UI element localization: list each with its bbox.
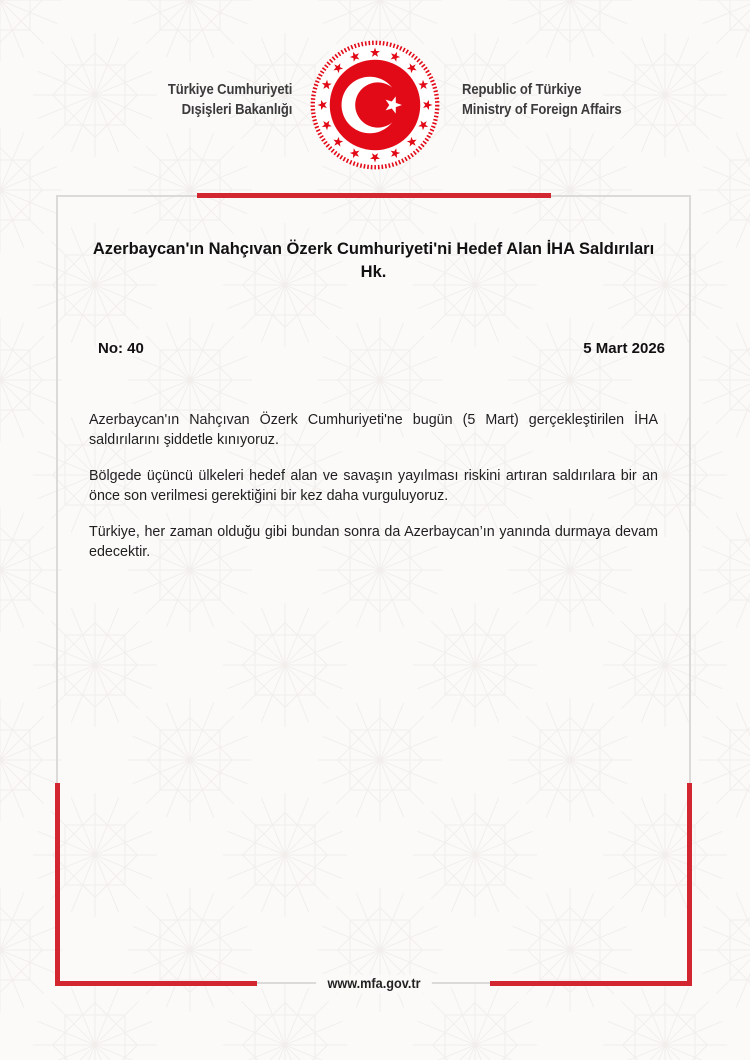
paragraph-1: Azerbaycan'ın Nahçıvan Özerk Cumhuriyeti'ne bugün (5 Mart) gerçekleştirilen İHA saldırılarını şiddetle kınıyoruz. (89, 412, 658, 448)
paragraph-3: Türkiye, her zaman olduğu gibi bundan sonra da Azerbaycan’ın yanında durmaya devam edecektir. (89, 524, 658, 560)
document-date: 5 Mart 2026 (583, 340, 665, 357)
website-link[interactable]: www.mfa.gov.tr (316, 975, 432, 993)
bottom-left-accent-line (55, 981, 257, 986)
press-release-document (56, 195, 691, 991)
page-title: Azerbaycan'ın Nahçıvan Özerk Cumhuriyeti'ni Hedef Alan İHA Saldırıları Hk. (92, 240, 655, 281)
org-en-line1: Republic of Türkiye (462, 82, 582, 98)
org-tr-line2: Dışişleri Bakanlığı (181, 102, 292, 118)
letterhead (0, 0, 750, 195)
document-body (89, 411, 658, 562)
turkey-mfa-emblem-icon (309, 39, 441, 171)
document-meta (98, 340, 665, 357)
document-content (58, 197, 689, 562)
org-tr-line1: Türkiye Cumhuriyeti (167, 82, 292, 98)
org-en-line2: Ministry of Foreign Affairs (462, 102, 622, 118)
top-accent-line (197, 193, 551, 198)
left-accent-line (55, 783, 60, 985)
org-name-english (462, 80, 622, 120)
org-name-turkish (168, 80, 292, 120)
bottom-right-accent-line (490, 981, 692, 986)
document-number: No: 40 (98, 340, 144, 357)
right-accent-line (687, 783, 692, 985)
paragraph-2: Bölgede üçüncü ülkeleri hedef alan ve savaşın yayılması riskini artıran saldırılara bir an önce son verilmesi gerektiğini bir kez daha vurguluyoruz. (89, 468, 658, 504)
